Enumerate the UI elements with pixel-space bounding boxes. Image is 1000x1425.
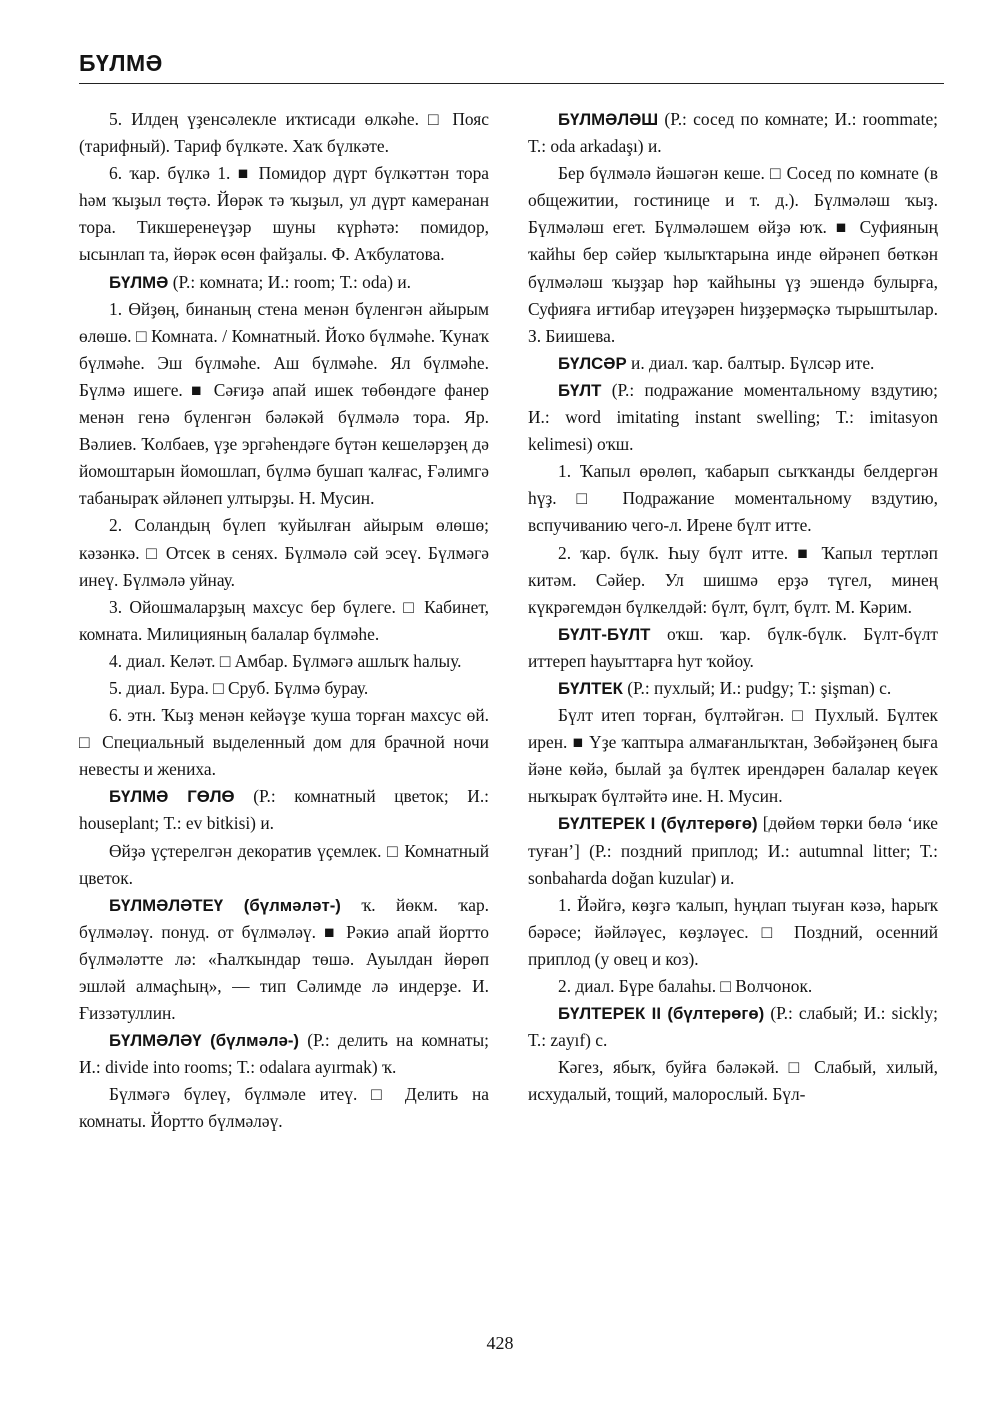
definition-paragraph: 5. Илдең үҙенсәлекле иҡтисади өлкәһе. □ Пояс (тарифный). Тариф бүлкәте. Хаҡ бүлкәте. bbox=[79, 109, 489, 157]
dictionary-entry bbox=[528, 1000, 938, 1054]
entry-headword: БҮЛТ-БҮЛТ bbox=[558, 624, 651, 644]
definition-paragraph: 1. Йәйгә, көҙгә ҡалып, һуңлап тыуған кәзә, һарыҡ бәрәсе; йәйләүес, көҙләүес. □ Поздний, осенний приплод (у овец и коз). bbox=[528, 894, 938, 969]
entry-headword: БҮЛТЕРЕК I (бүлтерөгө) bbox=[558, 814, 758, 834]
entry-definition: оҡш. ҡар. бүлк-бүлк. Бүлт-бүлт иттереп һауыттарға һут ҡойоу. bbox=[528, 623, 938, 671]
entry-headword: БҮЛМӘЛӘТЕҮ (бүлмәләт-) bbox=[109, 895, 341, 915]
definition-paragraph: Бер бүлмәлә йәшәгән кеше. □ Сосед по комнате (в общежитии, гостинице и т. д.). Бүлмәләш ҡыҙ. Бүлмәләш егет. Бүлмәләшем өйҙә юҡ. ■ Суфияның ҡайһы бер сәйер ҡылыҡтарына инде өйрәнеп бөткән бүлмәләш ҡыҙҙар һәр ҡайһыны үҙ эшендә булырға, Суфияға иғтибар итеүҙәрен һиҙҙермәҫкә тырыштылар. З. Биишева. bbox=[528, 163, 938, 346]
entry-headword: БҮЛМӘ ГӨЛӨ bbox=[109, 787, 235, 807]
entry-definition: [дөйөм төрки бөлә ‘ике туған’] (Р.: поздний приплод; И.: autumnal litter; Т.: sonbaharda doğan kuzular) и. bbox=[528, 813, 939, 888]
entry-definition: (Р.: делить на комнаты; И.: divide into rooms; Т.: odalara ayırmak) ҡ. bbox=[79, 1030, 489, 1078]
running-head: БҮЛМӘ bbox=[79, 50, 163, 76]
entry-headword: БҮЛМӘ bbox=[109, 272, 169, 292]
definition-paragraph: Бүлт итеп торған, бүлтәйгән. □ Пухлый. Бүлтек ирен. ■ Үҙе ҡаптыра алмағанлыҡтан, Зөбәйҙәнең быға йәне көйә, былай ҙа бүлтек ирендәрен балалар кеүек ныҡыраҡ бүлтәйтә ине. Н. Мусин. bbox=[528, 705, 938, 807]
dictionary-entry bbox=[79, 1027, 489, 1081]
definition-paragraph: Кәгез, ябыҡ, буйға бәләкәй. □ Слабый, хилый, исхудалый, тощий, малорослый. Бүл- bbox=[528, 1057, 938, 1105]
entry-headword: БҮЛСӘР bbox=[558, 353, 627, 373]
entry-headword: БҮЛМӘЛӘҮ (бүлмәлә-) bbox=[109, 1031, 299, 1051]
page-number: 428 bbox=[486, 1333, 514, 1353]
definition-paragraph: 5. диал. Бура. □ Сруб. Бүлмә бурау. bbox=[109, 677, 369, 698]
dictionary-entry bbox=[528, 377, 938, 458]
header-rule bbox=[79, 83, 944, 84]
dictionary-entry bbox=[528, 106, 938, 160]
left-column bbox=[79, 106, 489, 1136]
entry-definition: (Р.: комната; И.: room; Т.: oda) и. bbox=[172, 271, 412, 292]
entry-headword: БҮЛТЕРЕК II (бүлтерөгө) bbox=[558, 1004, 765, 1024]
entry-definition: (Р.: слабый; И.: sickly; Т.: zayıf) с. bbox=[528, 1003, 938, 1051]
definition-paragraph: 1. Өйҙөң, бинаның стена менән бүленгән айырым өлөшө. □ Комната. / Комнатный. Йоҡо бүлмәһе. Ҡунаҡ бүлмәһе. Эш бүлмәһе. Аш бүлмәһе. Ял бүлмәһе. Бүлмә ишеге. ■ Сәғиҙә апай ишек төбөндәге фанер менән генә бүленгән бәләкәй бүлмәлә тора. Яр. Вәлиев. Ҡолбаев, үҙе эргәһендәге бүтән кешеләрҙең дә йомоштарын йомошлап, бүлмә бушап ҡалғас, Ғәлимгә табаныраҡ әйләнеп ултырҙы. Н. Мусин. bbox=[79, 298, 489, 509]
entry-definition: (Р.: сосед по комнате; И.: roommate; Т.: oda arkadaşı) и. bbox=[528, 109, 938, 157]
entry-definition: (Р.: пухлый; И.: pudgy; Т.: şişman) с. bbox=[627, 677, 892, 698]
entry-headword: БҮЛТ bbox=[558, 380, 602, 400]
definition-paragraph: 6. этн. Ҡыҙ менән кейәүҙе ҡуша торған махсус өй. □ Специальный выделенный дом для брачной ночи невесты и жениха. bbox=[79, 705, 489, 780]
dictionary-entry bbox=[528, 350, 938, 377]
right-column bbox=[528, 106, 938, 1108]
definition-paragraph: 6. ҡар. бүлкә 1. ■ Помидор дүрт бүлкәттән тора һәм ҡыҙыл төҫтә. Йөрәк тә ҡыҙыл, ул дүрт камеранан тора. Тикшеренеүҙәр шуны күрһәтә: помидор, ысынлап та, йөрәк өсөн файҙалы. Ф. Аҡбулатова. bbox=[79, 163, 489, 265]
definition-paragraph: Бүлмәгә бүлеү, бүлмәле итеү. □ Делить на комнаты. Йортто бүлмәләү. bbox=[79, 1084, 489, 1132]
dictionary-entry bbox=[79, 269, 489, 296]
dictionary-entry bbox=[79, 892, 489, 1027]
entry-definition: (Р.: подражание моментальному вздутию; И.: word imitating instant swelling; Т.: imitasyon kelimesi) оҡш. bbox=[528, 379, 938, 455]
definition-paragraph: Өйҙә үҫтерелгән декоратив үҫемлек. □ Комнатный цветок. bbox=[79, 840, 489, 888]
dictionary-entry bbox=[528, 621, 938, 675]
dictionary-entry bbox=[528, 675, 938, 702]
entry-headword: БҮЛТЕК bbox=[558, 678, 623, 698]
entry-headword: БҮЛМӘЛӘШ bbox=[558, 110, 659, 129]
definition-paragraph: 2. Соландың бүлеп ҡуйылған айырым өлөшө; кәзәнкә. □ Отсек в сенях. Бүлмәлә сәй эсеү. Бүлмәгә инеү. Бүлмәлә уйнау. bbox=[79, 515, 489, 590]
entry-definition: ҡ. йөкм. ҡар. бүлмәләү. понуд. от бүлмәләү. ■ Рәкиә апай йортто бүлмәләтте лә: «Һалҡындар төшә. Ауылдан йөрөп эшләй алмаҫһың», — тип Сәлимде лә индерҙе. И. Ғиззәтуллин. bbox=[79, 894, 489, 1024]
entry-definition: (Р.: комнатный цветок; И.: houseplant; Т.: ev bitkisi) и. bbox=[79, 786, 490, 834]
dictionary-entry bbox=[79, 783, 489, 837]
definition-paragraph: 3. Ойошмаларҙың махсус бер бүлеге. □ Кабинет, комната. Милицияның балалар бүлмәһе. bbox=[79, 596, 489, 644]
definition-paragraph: 4. диал. Келәт. □ Амбар. Бүлмәгә ашлыҡ һалыу. bbox=[109, 650, 462, 671]
dictionary-entry bbox=[528, 810, 938, 891]
definition-paragraph: 1. Ҡапыл өрөлөп, ҡабарып сыҡҡанды белдергән һүҙ. □ Подражание моментальному вздутию, вспучиванию чего-л. Ирене бүлт итте. bbox=[528, 461, 938, 536]
definition-paragraph: 2. ҡар. бүлк. Һыу бүлт итте. ■ Ҡапыл тертләп китәм. Сәйер. Ул шишмә ерҙә түгел, минең күкрәгемдән бүлкелдәй: бүлт, бүлт, бүлт. М. Кәрим. bbox=[528, 542, 938, 617]
entry-definition: и. диал. ҡар. балтыр. Бүлсәр ите. bbox=[631, 352, 875, 373]
definition-paragraph: 2. диал. Бүре балаһы. □ Волчонок. bbox=[558, 976, 813, 996]
